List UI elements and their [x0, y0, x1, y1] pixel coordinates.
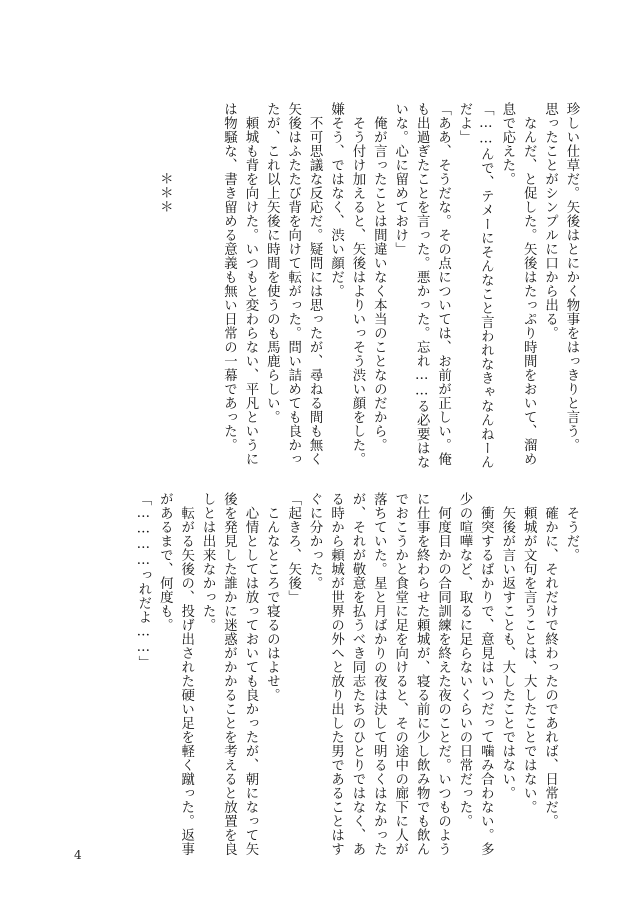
lower-text-block: そうだ。 確かに、それだけで終わったのであれば、日常だ。 頼城が文句を言うことは、大したことではない。 矢後が言い返すことも、大したことではない。 衝突するばかりで、意見はいつだって噛み合わない。多 少の喧嘩など、取るに足らないくらいの日常だった。 何度目かの合同訓練を終えた夜のことだ。いつものよう に仕事を終わらせた頼城が、寝る前に少し飲み物でも飲ん でおこうかと食堂に足を向けると、その途中の廊下に人が 落ちていた。星と月ばかりの夜は決して明るくはなかった が、それが敬意を払うべき同志たちのひとりではなく、あ る時から頼城が世界の外へと放り出した男であることはす ぐに分かった。 「起きろ、矢後」 こんなところで寝るのはよせ。 心情としては放っておいても良かったが、朝になって矢 後を発見した誰かに迷惑がかかることを考えると放置を良 しとは出来なかった。 転がる矢後の、投げ出された硬い足を軽く蹴った。返事 があるまで、何度も。 「…………っれだよ……」: [135, 492, 579, 856]
upper-text-block: 珍しい仕草だ。矢後はとにかく物事をはっきりと言う。 思ったことがシンプルに口から出る。 なんだ、と促した。矢後はたっぷり時間をおいて、溜め 息で応えた。 「……んで、テメーにそんなこと言われなきゃなんねーん だよ」 「ああ、そうだな。その点については、お前が正しい。俺 も出過ぎたことを言った。悪かった。忘れ……る必要はな いな。心に留めておけ」 俺が言ったことは間違いなく本当のことなのだから。 そう付け加えると、矢後はよりいっそう渋い顔をした。 嫌そう、ではなく、渋い顔だ。 不可思議な反応だ。疑問には思ったが、尋ねる間も無く 矢後はふたたび背を向けて転がった。問い詰めても良かっ たが、これ以上矢後に時間を使うのも馬鹿らしい。 頼城も背を向けた。いつもと変わらない、平凡というに は物騒な、書き留める意義も無い日常の一幕であった。 ＊＊＊: [157, 102, 579, 470]
page-number: 4: [74, 848, 82, 862]
